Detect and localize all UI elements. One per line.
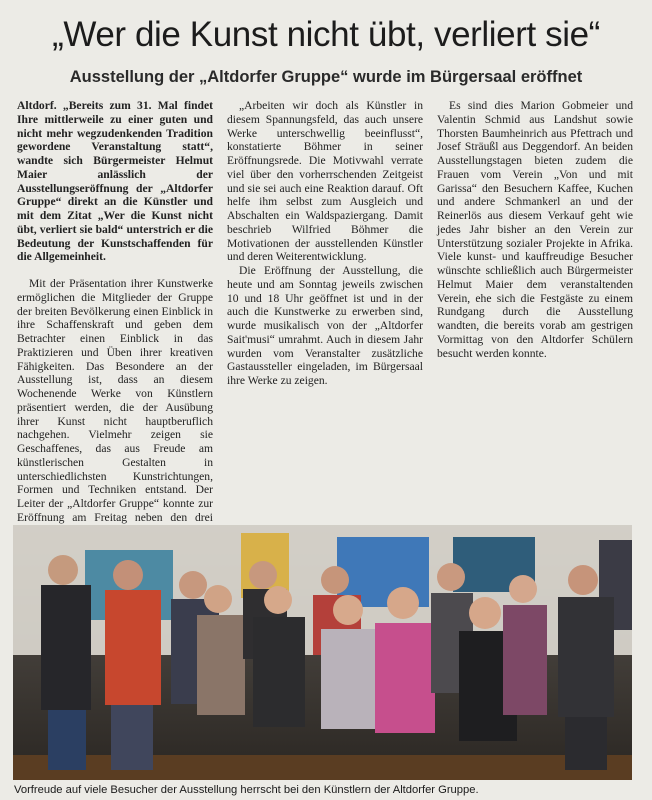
paragraph-4: Es sind dies Marion Gobmeier und Valentin Schmid aus Landshut sowie Thorsten Baumheinrich aus Pfettrach und Josef Sträußl aus Deggendorf. An beiden Ausstellungstagen bieten zudem die Frauen vom Verein „Von und mit Garissa“ den Besuchern Kaffee, Kuchen und andere Schmankerl an und der Reinerlös aus diesem Verkauf geht wie jedes Jahr bisher an den Verein zur Unterstützung sozialer Projekte in Afrika. Viele kunst- und kauffreudige Besucher wünschte schließlich auch Bürgermeister Helmut Maier dem veranstaltenden Verein, ehe sich die Festgäste zu einem Rundgang durch die Ausstellung wandten, die bereits vorab am gestrigen Vormittag von den Altdorfer Schülern besucht werden konnte. xyxy=(437,99,633,360)
column-3 xyxy=(437,99,633,517)
subheadline: Ausstellung der „Altdorfer Gruppe“ wurde im Bürgersaal eröffnet xyxy=(69,68,583,86)
group-photo-image xyxy=(13,525,632,780)
paragraph-2: „Arbeiten wir doch als Künstler in diesem Spannungsfeld, das auch unsere Werke unterschwellig beeinflusst“, konstatierte Böhmer in seiner Eröffnungsrede. Die Motivwahl verrate viel über den vorherrschenden Zeitgeist und sie sei auch eine Reaktion darauf. Oft helfe ihm selbst zum Ausgleich und Abschalten ein Waldspaziergang. Damit beschrieb Wilfried Böhmer die Motivationen der ausstellenden Künstler und deren Weiterentwicklung. xyxy=(227,99,423,264)
lead-paragraph xyxy=(17,99,213,264)
paragraph-1: Mit der Präsentation ihrer Kunstwerke ermöglichen die Mitglieder der Gruppe der breiten Bevölkerung einen Einblick in ihre Schaffenskraft und geben dem Betrachter einen Einblick in das Praktizieren und Üben ihrer kreativen Fähigkeiten. Das Besondere an der Ausstellung ist, dass an diesem Wochenende Werke von Künstlern präsentiert werden, die der Ausübung ihrer Kunst nicht hauptberuflich nachgehen. Vielmehr zeigen sie Geschaffenes, das aus Freude am künstlerischen Gestalten in unterschiedlichsten Kunstrichtungen, Formen und Techniken entstand. Der Leiter der „Altdorfer Gruppe“ konnte zur Eröffnung am Freitag neben den drei xyxy=(17,277,213,524)
column-1 xyxy=(17,99,213,524)
headline: „Wer die Kunst nicht übt, verliert sie“ xyxy=(52,15,600,54)
photo-caption: Vorfreude auf viele Besucher der Ausstellung herrscht bei den Künstlern der Altdorfer Gruppe. xyxy=(14,784,479,796)
column-2 xyxy=(227,99,423,517)
article-body xyxy=(17,99,633,524)
lead-text: „Bereits zum 31. Mal findet Ihre mittlerweile zu einer guten und nicht mehr wegzudenkenden Tradition gewordene Veranstaltung statt“, wandte sich Bürgermeister Helmut Maier anlässlich der Ausstellungseröffnung der „Altdorfer Gruppe“ direkt an die Künstler und mit dem Zitat „Wer die Kunst nicht übt, verliert sie bald“ unterstrich er die Bedeutung der Kunstschaffenden für die Allgemeinheit. xyxy=(17,99,213,264)
dateline: Altdorf. xyxy=(17,99,57,112)
paragraph-3: Die Eröffnung der Ausstellung, die heute und am Sonntag jeweils zwischen 10 und 18 Uhr geöffnet ist und in der auch die Kunstwerke zu erwerben sind, wurde musikalisch von der „Altdorfer Sait'musi“ umrahmt. Auch in diesem Jahr wurden vom Veranstalter zusätzliche Gastaussteller eingeladen, im Bürgersaal ihre Werke zu zeigen. xyxy=(227,264,423,387)
group-photo xyxy=(13,525,632,780)
